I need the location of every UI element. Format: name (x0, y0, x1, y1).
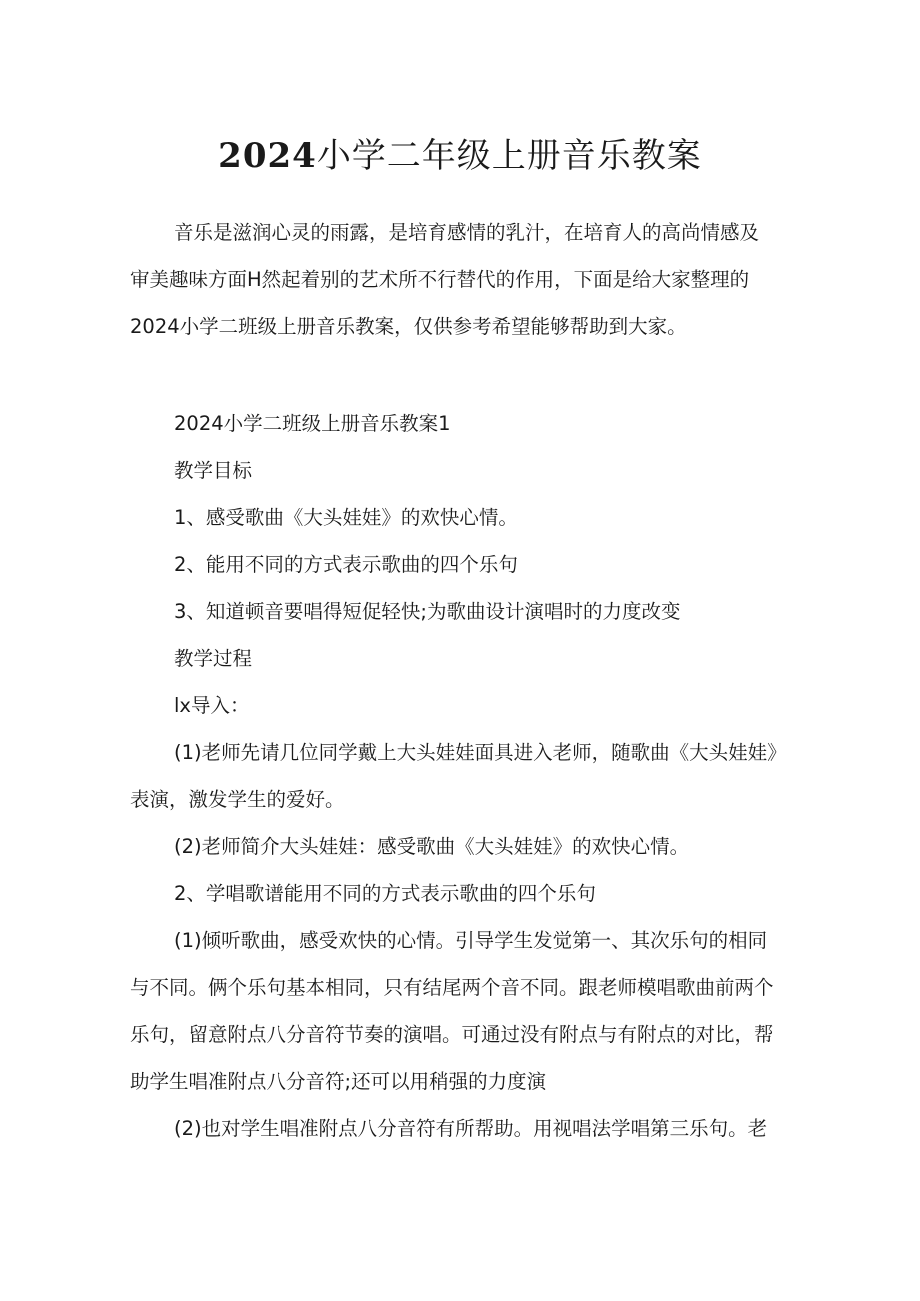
step1-item1-line: (1)老师先请几位同学戴上大头娃娃面具进入老师，随歌曲《大头娃娃》 (174, 741, 787, 764)
title-text: 小学二年级上册音乐教案 (316, 136, 702, 176)
step2-item1-line: 乐句，留意附点八分音符节奏的演唱。可通过没有附点与有附点的对比，帮 (130, 1023, 774, 1046)
step2-heading: 2、学唱歌谱能用不同的方式表示歌曲的四个乐句 (174, 882, 596, 905)
intro-line: 审美趣味方面H然起着别的艺术所不行替代的作用，下面是给大家整理的 (130, 268, 750, 291)
title-year: 2024 (218, 136, 317, 176)
step1-heading: lx导入： (174, 694, 250, 717)
section-heading: 2024小学二班级上册音乐教案1 (174, 412, 451, 435)
goal-item: 1、感受歌曲《大头娃娃》的欢快心情。 (174, 506, 518, 529)
process-heading: 教学过程 (174, 647, 253, 670)
step1-item2: (2)老师简介大头娃娃：感受歌曲《大头娃娃》的欢快心情。 (174, 835, 690, 858)
step2-item2: (2)也对学生唱准附点八分音符有所帮助。用视唱法学唱第三乐句。老 (174, 1117, 768, 1140)
step1-item1-line: 表演，激发学生的爱好。 (130, 788, 345, 811)
intro-line: 2024小学二班级上册音乐教案，仅供参考希望能够帮助到大家。 (130, 315, 687, 338)
lesson-body (130, 400, 790, 1152)
goals-heading: 教学目标 (174, 459, 253, 482)
intro-paragraph (130, 209, 790, 350)
goal-item: 3、知道顿音要唱得短促轻快;为歌曲设计演唱时的力度改变 (174, 600, 681, 623)
goal-item: 2、能用不同的方式表示歌曲的四个乐句 (174, 553, 518, 576)
step2-item1-line: 与不同。俩个乐句基本相同，只有结尾两个音不同。跟老师模唱歌曲前两个 (130, 976, 774, 999)
intro-line: 音乐是滋润心灵的雨露，是培育感情的乳汁，在培育人的高尚情感及 (174, 221, 760, 244)
document-title (0, 133, 920, 179)
step2-item1-line: 助学生唱准附点八分音符;还可以用稍强的力度演 (130, 1070, 547, 1093)
step2-item1-line: (1)倾听歌曲，感受欢快的心情。引导学生发觉第一、其次乐句的相同 (174, 929, 768, 952)
